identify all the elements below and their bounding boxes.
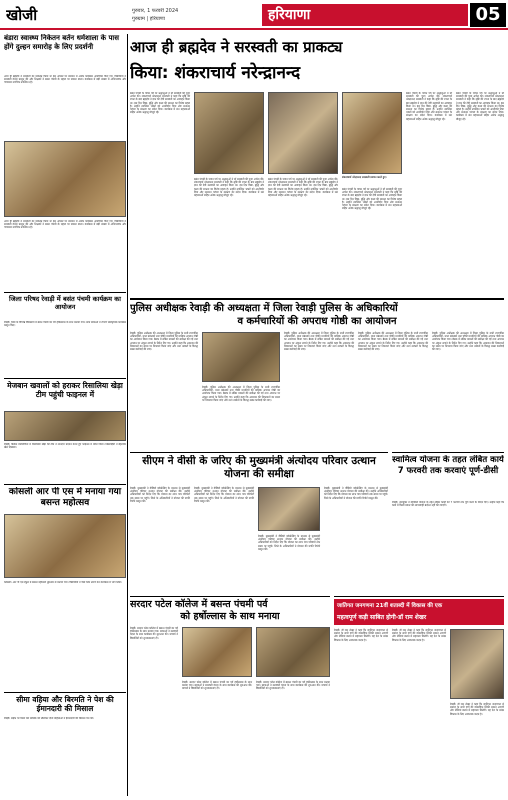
left-story3-photo xyxy=(4,411,126,441)
sardar-body-col3: रेवाड़ी। सरदार पटेल कॉलेज में बसन्त पंचमी का पर्व हर्षोल्लास के साथ मनाया गया। छात्राओं ने सरस्वती वंदना के साथ कार्यक्रम की शुरुआत की। प्राचार्य ने विद्यार्थियों को शुभकामनाएं दीं। xyxy=(256,681,330,691)
police-body-col2: रेवाड़ी। पुलिस अधीक्षक की अध्यक्षता में जिला पुलिस के सभी राजपत्रित अधिकारियों, थाना प्रबंधकों तथा चौकी प्रभारियों की मासिक अपराध गोष्ठी का आयोजन किया गया। बैठक में लंबित मामलों की समीक्षा की गई तथा अपराध पर अंकुश लगाने के निर्देश दिए गए। उन्होंने कहा कि आमजन की शिकायतों का समय पर निपटारा किया जाए और नशा तस्करों के विरुद्ध सख्त कार्रवाई की जाए। xyxy=(202,386,280,402)
sardar-body-col1: रेवाड़ी। सरदार पटेल कॉलेज में बसन्त पंचमी का पर्व हर्षोल्लास के साथ मनाया गया। छात्राओं ने सरस्वती वंदना के साथ कार्यक्रम की शुरुआत की। प्राचार्य ने विद्यार्थियों को शुभकामनाएं दीं। xyxy=(130,627,178,640)
lead-body-col1: बसंत पंचमी के पावन पर्व पर श्रद्धालुओं ने माँ सरस्वती की पूजा अर्चना की। शंकराचार्य नरेन्द्रानन्द सरस्वती ने कहा कि सृष्टि की रचना के बाद ब्रह्मदेव ने ज्ञान की देवी सरस्वती का आवाहन किया था। इस दिन विद्या, बुद्धि और कला की साधना का विशेष महत्व है। उन्होंने उपस्थित भक्तों को आशीर्वाद दिया और सनातन परंपरा के संरक्षण का संदेश दिया। कार्यक्रम में संत महात्माओं सहित अनेक श्रद्धालु मौजूद रहे। xyxy=(130,92,190,115)
police-body-col4: रेवाड़ी। पुलिस अधीक्षक की अध्यक्षता में जिला पुलिस के सभी राजपत्रित अधिकारियों, थाना प्रबंधकों तथा चौकी प्रभारियों की मासिक अपराध गोष्ठी का आयोजन किया गया। बैठक में लंबित मामलों की समीक्षा की गई तथा अपराध पर अंकुश लगाने के निर्देश दिए गए। उन्होंने कहा कि आमजन की शिकायतों का समय पर निपटारा किया जाए और नशा तस्करों के विरुद्ध सख्त कार्रवाई की जाए। xyxy=(358,332,428,352)
left-top-body-a: आज ही ब्रह्मदेव ने सरस्वती का प्राकट्य किया था इस अवसर पर संस्थान में अनेक कार्यक्रम आयोजित किए गए। विद्यार्थियों ने सरस्वती वंदना प्रस्तुत की और शिक्षकों ने बसंत पंचमी के महत्व पर प्रकाश डाला। कार्यक्रम में बड़ी संख्या में अभिभावक और गणमान्य नागरिक उपस्थित रहे। xyxy=(4,75,126,85)
cm-body-col3: रेवाड़ी। मुख्यमंत्री ने वीडियो कॉन्फ्रेंसिंग के माध्यम से मुख्यमंत्री अंत्योदय परिवार उत्थान योजना की समीक्षा की। उन्होंने अधिकारियों को निर्देश दिए कि योजना का लाभ पात्र परिवारों तक समय पर पहुंचे। जिले के अधिकारियों ने योजना की प्रगति रिपोर्ट प्रस्तुत की। xyxy=(258,535,320,551)
left-top-photo xyxy=(4,141,126,217)
left-story4-body: कोसली। आर पी एस स्कूल में बसन्त महोत्सव धूमधाम से मनाया गया। विद्यार्थियों ने पीले वस्त्र धारण कर कार्यक्रम में भाग लिया। xyxy=(4,581,122,584)
date-line: गुरुवार, 1 फरवरी 2024 xyxy=(132,8,179,14)
side-box-body: रेवाड़ी। उपायुक्त ने स्वामित्व योजना के तहत लंबित कार्यों को 7 फरवरी तक पूर्ण करने के निर्देश दिए। उन्होंने कहा कि कार्य में किसी प्रकार की लापरवाही बर्दाश्त नहीं की जाएगी। xyxy=(392,501,504,508)
cm-photo xyxy=(258,487,320,531)
lead-photo-2 xyxy=(268,92,338,174)
lead-body-col5: बसंत पंचमी के पावन पर्व पर श्रद्धालुओं ने माँ सरस्वती की पूजा अर्चना की। शंकराचार्य नरेन्द्रानन्द सरस्वती ने कहा कि सृष्टि की रचना के बाद ब्रह्मदेव ने ज्ञान की देवी सरस्वती का आवाहन किया था। इस दिन विद्या, बुद्धि और कला की साधना का विशेष महत्व है। उन्होंने उपस्थित भक्तों को आशीर्वाद दिया और सनातन परंपरा के संरक्षण का संदेश दिया। कार्यक्रम में संत महात्माओं सहित अनेक श्रद्धालु मौजूद रहे। xyxy=(406,92,452,121)
lead-headline-line2: किया: शंकराचार्य नरेन्द्रानन्द xyxy=(130,63,301,83)
sardar-headline-line1: सरदार पटेल कॉलेज में बसन्त पंचमी पर्व xyxy=(130,599,268,610)
masthead xyxy=(0,0,508,30)
census-story xyxy=(334,596,504,796)
side-box-headline: स्वामित्व योजना के तहत लंबित कार्य 7 फरवरी तक करवाएं पूर्ण-डीसी xyxy=(392,455,504,476)
left-story4-photo xyxy=(4,514,126,578)
left-story2-headline: जिला परिषद रेवाड़ी में बसंत पंचमी कार्यक्रम का आयोजन xyxy=(9,295,121,311)
police-body-col5: रेवाड़ी। पुलिस अधीक्षक की अध्यक्षता में जिला पुलिस के सभी राजपत्रित अधिकारियों, थाना प्रबंधकों तथा चौकी प्रभारियों की मासिक अपराध गोष्ठी का आयोजन किया गया। बैठक में लंबित मामलों की समीक्षा की गई तथा अपराध पर अंकुश लगाने के निर्देश दिए गए। उन्होंने कहा कि आमजन की शिकायतों का समय पर निपटारा किया जाए और नशा तस्करों के विरुद्ध सख्त कार्रवाई की जाए। xyxy=(432,332,504,352)
lead-body-col3: बसंत पंचमी के पावन पर्व पर श्रद्धालुओं ने माँ सरस्वती की पूजा अर्चना की। शंकराचार्य नरेन्द्रानन्द सरस्वती ने कहा कि सृष्टि की रचना के बाद ब्रह्मदेव ने ज्ञान की देवी सरस्वती का आवाहन किया था। इस दिन विद्या, बुद्धि और कला की साधना का विशेष महत्व है। उन्होंने उपस्थित भक्तों को आशीर्वाद दिया और सनातन परंपरा के संरक्षण का संदेश दिया। कार्यक्रम में संत महात्माओं सहित अनेक श्रद्धालु मौजूद रहे। xyxy=(268,178,338,198)
police-body-col3: रेवाड़ी। पुलिस अधीक्षक की अध्यक्षता में जिला पुलिस के सभी राजपत्रित अधिकारियों, थाना प्रबंधकों तथा चौकी प्रभारियों की मासिक अपराध गोष्ठी का आयोजन किया गया। बैठक में लंबित मामलों की समीक्षा की गई तथा अपराध पर अंकुश लगाने के निर्देश दिए गए। उन्होंने कहा कि आमजन की शिकायतों का समय पर निपटारा किया जाए और नशा तस्करों के विरुद्ध सख्त कार्रवाई की जाए। xyxy=(284,332,354,352)
lead-photo-3 xyxy=(342,92,402,174)
cm-story xyxy=(130,452,388,592)
lead-body-col6: बसंत पंचमी के पावन पर्व पर श्रद्धालुओं ने माँ सरस्वती की पूजा अर्चना की। शंकराचार्य नरेन्द्रानन्द सरस्वती ने कहा कि सृष्टि की रचना के बाद ब्रह्मदेव ने ज्ञान की देवी सरस्वती का आवाहन किया था। इस दिन विद्या, बुद्धि और कला की साधना का विशेष महत्व है। उन्होंने उपस्थित भक्तों को आशीर्वाद दिया और सनातन परंपरा के संरक्षण का संदेश दिया। कार्यक्रम में संत महात्माओं सहित अनेक श्रद्धालु मौजूद रहे। xyxy=(456,92,504,121)
left-story2-body: रेवाड़ी। जिले के विभिन्न विद्यालयों में बसंत पंचमी का पर्व हर्षोल्लास के साथ मनाया गया। छात्र छात्राओं ने रंगारंग सांस्कृतिक कार्यक्रम प्रस्तुत किए। xyxy=(4,321,126,328)
page-number: 05 xyxy=(470,3,506,27)
police-headline-line1: पुलिस अधीक्षक रेवाड़ी की अध्यक्षता में जिला रेवाड़ी पुलिस के अधिकारियों xyxy=(130,303,398,314)
sardar-headline-line2: को हर्षोल्लास के साथ मनाया xyxy=(180,611,280,622)
police-story xyxy=(130,298,504,448)
lead-photo-1 xyxy=(194,92,264,174)
cm-body-col4: रेवाड़ी। मुख्यमंत्री ने वीडियो कॉन्फ्रेंसिंग के माध्यम से मुख्यमंत्री अंत्योदय परिवार उत्थान योजना की समीक्षा की। उन्होंने अधिकारियों को निर्देश दिए कि योजना का लाभ पात्र परिवारों तक समय पर पहुंचे। जिले के अधिकारियों ने योजना की प्रगति रिपोर्ट प्रस्तुत की। xyxy=(324,487,388,500)
police-headline-line2: व कर्मचारियों की अपराध गोष्ठी का आयोजन xyxy=(237,316,397,327)
lead-headline-line1: आज ही ब्रह्मदेव ने सरस्वती का प्राकट्य xyxy=(130,38,343,56)
left-story4-headline: कोसली आर पी एस में मनाया गया बसन्त महोत्सव xyxy=(8,487,122,508)
left-story3-body: रेवाड़ी। क्रिकेट प्रतियोगिता में रिसालिया खेड़ा की टीम ने शानदार प्रदर्शन करते हुए फाइनल में प्रवेश किया। खिलाड़ियों ने बेहतरीन खेल दिखाया। xyxy=(4,443,126,450)
side-box xyxy=(392,452,504,592)
census-photo xyxy=(450,629,504,699)
cm-headline: सीएम ने वीसी के जरिए की मुख्यमंत्री अंत्योदय परिवार उत्थान योजना की समीक्षा xyxy=(142,455,376,480)
lead-headline xyxy=(130,34,504,90)
census-headline-band xyxy=(334,599,504,625)
lead-photo-caption: शंकराचार्य नरेन्द्रानन्द सरस्वती प्रवचन करते हुए। xyxy=(342,176,387,179)
left-top-story xyxy=(4,34,126,290)
left-story3 xyxy=(4,378,126,478)
sardar-story xyxy=(130,596,330,796)
column-divider xyxy=(127,34,128,796)
left-story2 xyxy=(4,292,126,374)
census-headline-line1: जातिगत जनगणना 21वीं शताब्दी में विकास की एक xyxy=(337,603,443,609)
section-label: हरियाणा xyxy=(262,4,468,26)
sardar-body-col2: रेवाड़ी। सरदार पटेल कॉलेज में बसन्त पंचमी का पर्व हर्षोल्लास के साथ मनाया गया। छात्राओं ने सरस्वती वंदना के साथ कार्यक्रम की शुरुआत की। प्राचार्य ने विद्यार्थियों को शुभकामनाएं दीं। xyxy=(182,681,252,691)
sardar-photo-2 xyxy=(256,627,330,677)
census-headline-line2: महत्वपूर्ण कड़ी साबित होगी-डॉ राम शेखर xyxy=(337,614,427,621)
left-story3-headline: मेजबान खवालों को हराकर रिसालिया खेड़ा टीम पहुंची फाइनल में xyxy=(7,381,123,399)
census-body-col2: रेवाड़ी। डॉ राम शेखर ने कहा कि जातिगत जनगणना से समाज के सभी वर्गों की वास्तविक स्थिति सामने आएगी और नीतियां बनाने में सहायता मिलेगी। यह देश के समग्र विकास के लिए आवश्यक कदम है। xyxy=(392,629,446,642)
left-story4 xyxy=(4,484,126,688)
lead-body-col2: बसंत पंचमी के पावन पर्व पर श्रद्धालुओं ने माँ सरस्वती की पूजा अर्चना की। शंकराचार्य नरेन्द्रानन्द सरस्वती ने कहा कि सृष्टि की रचना के बाद ब्रह्मदेव ने ज्ञान की देवी सरस्वती का आवाहन किया था। इस दिन विद्या, बुद्धि और कला की साधना का विशेष महत्व है। उन्होंने उपस्थित भक्तों को आशीर्वाद दिया और सनातन परंपरा के संरक्षण का संदेश दिया। कार्यक्रम में संत महात्माओं सहित अनेक श्रद्धालु मौजूद रहे। xyxy=(194,178,264,198)
cm-body-col2: रेवाड़ी। मुख्यमंत्री ने वीडियो कॉन्फ्रेंसिंग के माध्यम से मुख्यमंत्री अंत्योदय परिवार उत्थान योजना की समीक्षा की। उन्होंने अधिकारियों को निर्देश दिए कि योजना का लाभ पात्र परिवारों तक समय पर पहुंचे। जिले के अधिकारियों ने योजना की प्रगति रिपोर्ट प्रस्तुत की। xyxy=(194,487,254,503)
sardar-photo-1 xyxy=(182,627,252,677)
left-story5-headline: सीमा वहिया और बिरमति ने पेश की ईमानदारी की मिसाल xyxy=(16,695,114,713)
police-photo xyxy=(202,332,280,382)
left-story5 xyxy=(4,692,126,796)
paper-name: खोजी xyxy=(6,6,38,24)
cm-body-col1: रेवाड़ी। मुख्यमंत्री ने वीडियो कॉन्फ्रेंसिंग के माध्यम से मुख्यमंत्री अंत्योदय परिवार उत्थान योजना की समीक्षा की। उन्होंने अधिकारियों को निर्देश दिए कि योजना का लाभ पात्र परिवारों तक समय पर पहुंचे। जिले के अधिकारियों ने योजना की प्रगति रिपोर्ट प्रस्तुत की। xyxy=(130,487,190,503)
meta-line: गुरुग्राम | हरियाणा xyxy=(132,16,165,22)
left-story5-body: रेवाड़ी। सड़क पर मिला पर्स मालिक को लौटाकर दोनों महिलाओं ने ईमानदारी की मिसाल पेश की। xyxy=(4,717,94,720)
left-top-headline: बंडारा स्वास्थ्य निकेतन बर्तन धर्मशाला के पास होंगे दुल्हन समारोह के लिए प्रदर्शनी xyxy=(4,34,119,51)
census-body-col3: रेवाड़ी। डॉ राम शेखर ने कहा कि जातिगत जनगणना से समाज के सभी वर्गों की वास्तविक स्थिति सामने आएगी और नीतियां बनाने में सहायता मिलेगी। यह देश के समग्र विकास के लिए आवश्यक कदम है। xyxy=(450,703,504,716)
lead-story xyxy=(130,92,504,292)
police-body-col1: रेवाड़ी। पुलिस अधीक्षक की अध्यक्षता में जिला पुलिस के सभी राजपत्रित अधिकारियों, थाना प्रबंधकों तथा चौकी प्रभारियों की मासिक अपराध गोष्ठी का आयोजन किया गया। बैठक में लंबित मामलों की समीक्षा की गई तथा अपराध पर अंकुश लगाने के निर्देश दिए गए। उन्होंने कहा कि आमजन की शिकायतों का समय पर निपटारा किया जाए और नशा तस्करों के विरुद्ध सख्त कार्रवाई की जाए। xyxy=(130,332,198,352)
lead-body-col4: बसंत पंचमी के पावन पर्व पर श्रद्धालुओं ने माँ सरस्वती की पूजा अर्चना की। शंकराचार्य नरेन्द्रानन्द सरस्वती ने कहा कि सृष्टि की रचना के बाद ब्रह्मदेव ने ज्ञान की देवी सरस्वती का आवाहन किया था। इस दिन विद्या, बुद्धि और कला की साधना का विशेष महत्व है। उन्होंने उपस्थित भक्तों को आशीर्वाद दिया और सनातन परंपरा के संरक्षण का संदेश दिया। कार्यक्रम में संत महात्माओं सहित अनेक श्रद्धालु मौजूद रहे। xyxy=(342,188,402,211)
left-top-body-b: आज ही ब्रह्मदेव ने सरस्वती का प्राकट्य किया था इस अवसर पर संस्थान में अनेक कार्यक्रम आयोजित किए गए। विद्यार्थियों ने सरस्वती वंदना प्रस्तुत की और शिक्षकों ने बसंत पंचमी के महत्व पर प्रकाश डाला। कार्यक्रम में बड़ी संख्या में अभिभावक और गणमान्य नागरिक उपस्थित रहे। xyxy=(4,220,126,230)
census-body-col1: रेवाड़ी। डॉ राम शेखर ने कहा कि जातिगत जनगणना से समाज के सभी वर्गों की वास्तविक स्थिति सामने आएगी और नीतियां बनाने में सहायता मिलेगी। यह देश के समग्र विकास के लिए आवश्यक कदम है। xyxy=(334,629,388,642)
